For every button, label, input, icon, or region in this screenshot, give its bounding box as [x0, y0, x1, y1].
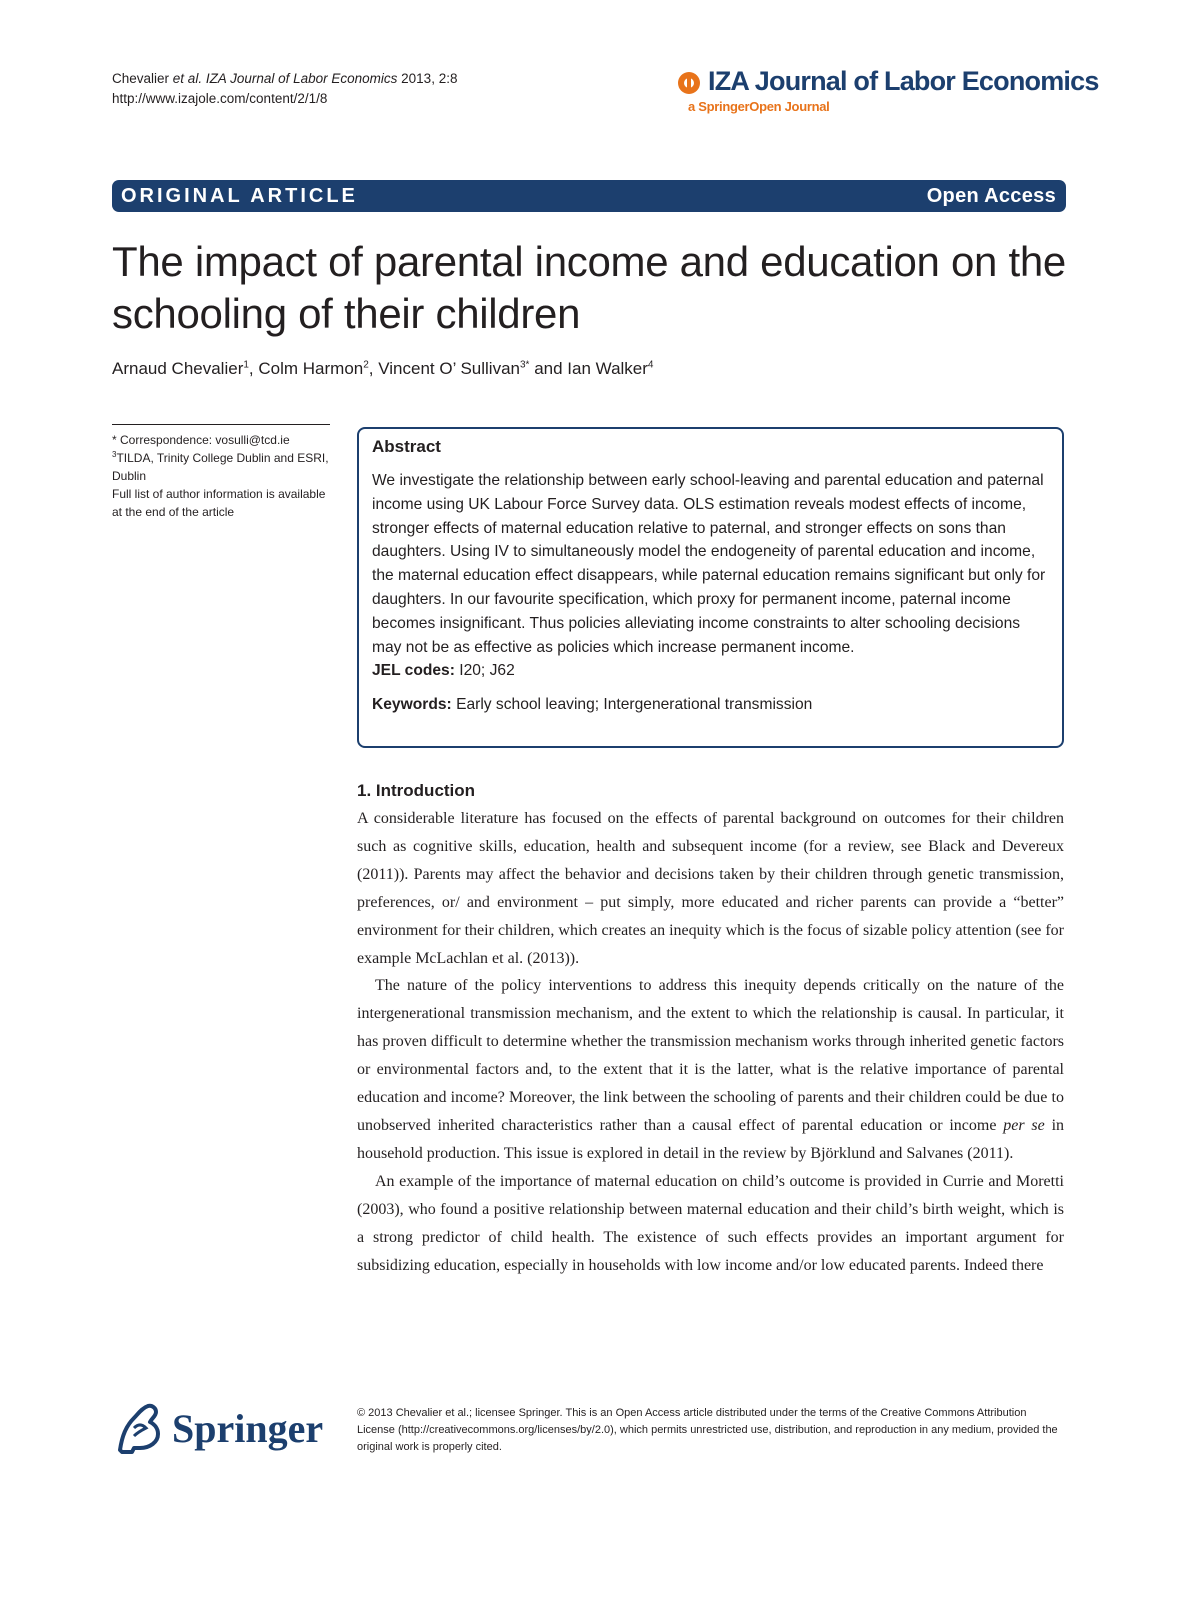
paragraph-italic: per se — [1003, 1116, 1045, 1134]
iza-logo-icon — [676, 70, 702, 96]
affiliation-mark: 3 — [112, 450, 117, 459]
author-affiliation-mark: 1 — [243, 359, 249, 371]
author-affiliation-mark: 2 — [363, 359, 369, 371]
open-access-label: Open Access — [926, 184, 1056, 207]
author-name: Colm Harmon — [258, 359, 364, 378]
license-notice: © 2013 Chevalier et al.; licensee Springer. This is an Open Access article distributed under the terms of the Creative Commons Attribution License (http://creativecommons.org/licenses/by/2.0), which permits unrestricted use, distribution, and reproduction in any medium, provided the original work is properly cited. — [357, 1407, 1058, 1453]
article-title: The impact of parental income and education on the schooling of their children — [112, 238, 1066, 337]
jel-codes — [372, 659, 1049, 683]
citation-line — [112, 70, 457, 88]
abstract-box — [357, 427, 1064, 748]
publisher-name: Springer — [172, 1406, 324, 1451]
journal-subtitle: a SpringerOpen Journal — [688, 99, 830, 114]
jel-value: I20; J62 — [454, 662, 515, 680]
section-heading-introduction: 1. Introduction — [357, 781, 476, 800]
keywords-value: Early school leaving; Intergenerational transmission — [451, 696, 813, 714]
keywords — [372, 693, 1049, 717]
article-type-banner — [112, 180, 1066, 212]
author-name: Vincent O’ Sullivan — [378, 359, 520, 378]
author-list: Arnaud Chevalier$^1$, Colm Harmon$^2$, Vincent O’ Sullivan$^{3*}$ and Ian Walker$^4$ — [112, 359, 654, 378]
correspondence-email[interactable]: Correspondence: vosulli@tcd.ie — [120, 433, 290, 447]
abstract-heading: Abstract — [372, 437, 441, 456]
springer-logo — [112, 1400, 342, 1460]
article-url[interactable]: http://www.izajole.com/content/2/1/8 — [112, 91, 328, 106]
author-affiliation-mark: 4 — [647, 359, 654, 371]
citation-tail: 2013, 2:8 — [397, 71, 458, 86]
introduction-body — [357, 805, 1064, 1279]
springer-horse-icon — [112, 1400, 164, 1456]
paragraph-text: The nature of the policy interventions to address this inequity depends critically on the nature of the intergenerational transmission mechanism, and the extent to which the relationship is causal. In particular, it has proven difficult to determine whether the transmission mechanism works through inherited genetic factors or environmental factors and, to the extent that it is the latter, what is the relative importance of parental education and income? Moreover, the link between the schooling of parents and their children could be due to unobserved inherited characteristics rather than a causal effect of parental education or income — [357, 977, 1064, 1134]
paragraph: An example of the importance of maternal education on child’s outcome is provided in Currie and Moretti (2003), who found a positive relationship between maternal education and their child’s birth weight, which is a strong predictor of child health. The existence of such effects provides an important argument for subsidizing education, especially in households with low income and/or low educated parents. Indeed there — [357, 1172, 1064, 1274]
author-affiliation-mark: 3* — [520, 359, 530, 371]
author-conjunction: and — [534, 359, 563, 378]
article-type: ORIGINAL ARTICLE — [121, 184, 358, 207]
author-info-sidebar: * Correspondence: vosulli@tcd.ie $^3$TILDA, Trinity College Dublin and ESRI, Dublin Full list of author information is available at the end of the article — [112, 431, 332, 521]
citation-authors: Chevalier — [112, 71, 170, 86]
author-info-note: Full list of author information is available at the end of the article — [112, 487, 326, 519]
jel-label: JEL codes: — [372, 662, 455, 680]
paragraph — [357, 972, 1064, 1167]
journal-logo — [676, 66, 1099, 116]
citation-journal: et al. IZA Journal of Labor Economics — [172, 71, 398, 86]
abstract-text: We investigate the relationship between early school-leaving and parental education and paternal income using UK Labour Force Survey data. OLS estimation reveals modest effects of income, stronger effects of maternal education relative to paternal, and stronger effects on sons than daughters. Using IV to simultaneously model the endogeneity of parental education and income, the maternal education effect disappears, while paternal education remains significant but only for daughters. In our favourite specification, which proxy for permanent income, paternal income becomes insignificant. Thus policies alleviating income constraints to alter schooling decisions may not be as effective as policies which increase permanent income. — [372, 472, 1046, 656]
sidebar-divider — [112, 424, 330, 425]
author-name: Arnaud Chevalier — [112, 359, 244, 378]
journal-name: IZA Journal of Labor Economics — [708, 66, 1099, 96]
affiliation: TILDA, Trinity College Dublin and ESRI, Dublin — [112, 451, 329, 483]
paragraph: A considerable literature has focused on the effects of parental background on outcomes for their children such as cognitive skills, education, health and subsequent income (for a review, see Black and Devereux (2011)). Parents may affect the behavior and decisions taken by their children through genetic transmission, preferences, or/ and environment – put simply, more educated and richer parents can provide a “better” environment for their children, which creates an inequity which is the focus of sizable policy attention (see for example McLachlan et al. (2013)). — [357, 810, 1064, 967]
paragraph-text: in household production. This issue is explored in detail in the review by Björklund and Salvanes (2011). — [357, 1116, 1065, 1162]
keywords-label: Keywords: — [372, 696, 452, 714]
author-name: Ian Walker — [567, 359, 648, 378]
